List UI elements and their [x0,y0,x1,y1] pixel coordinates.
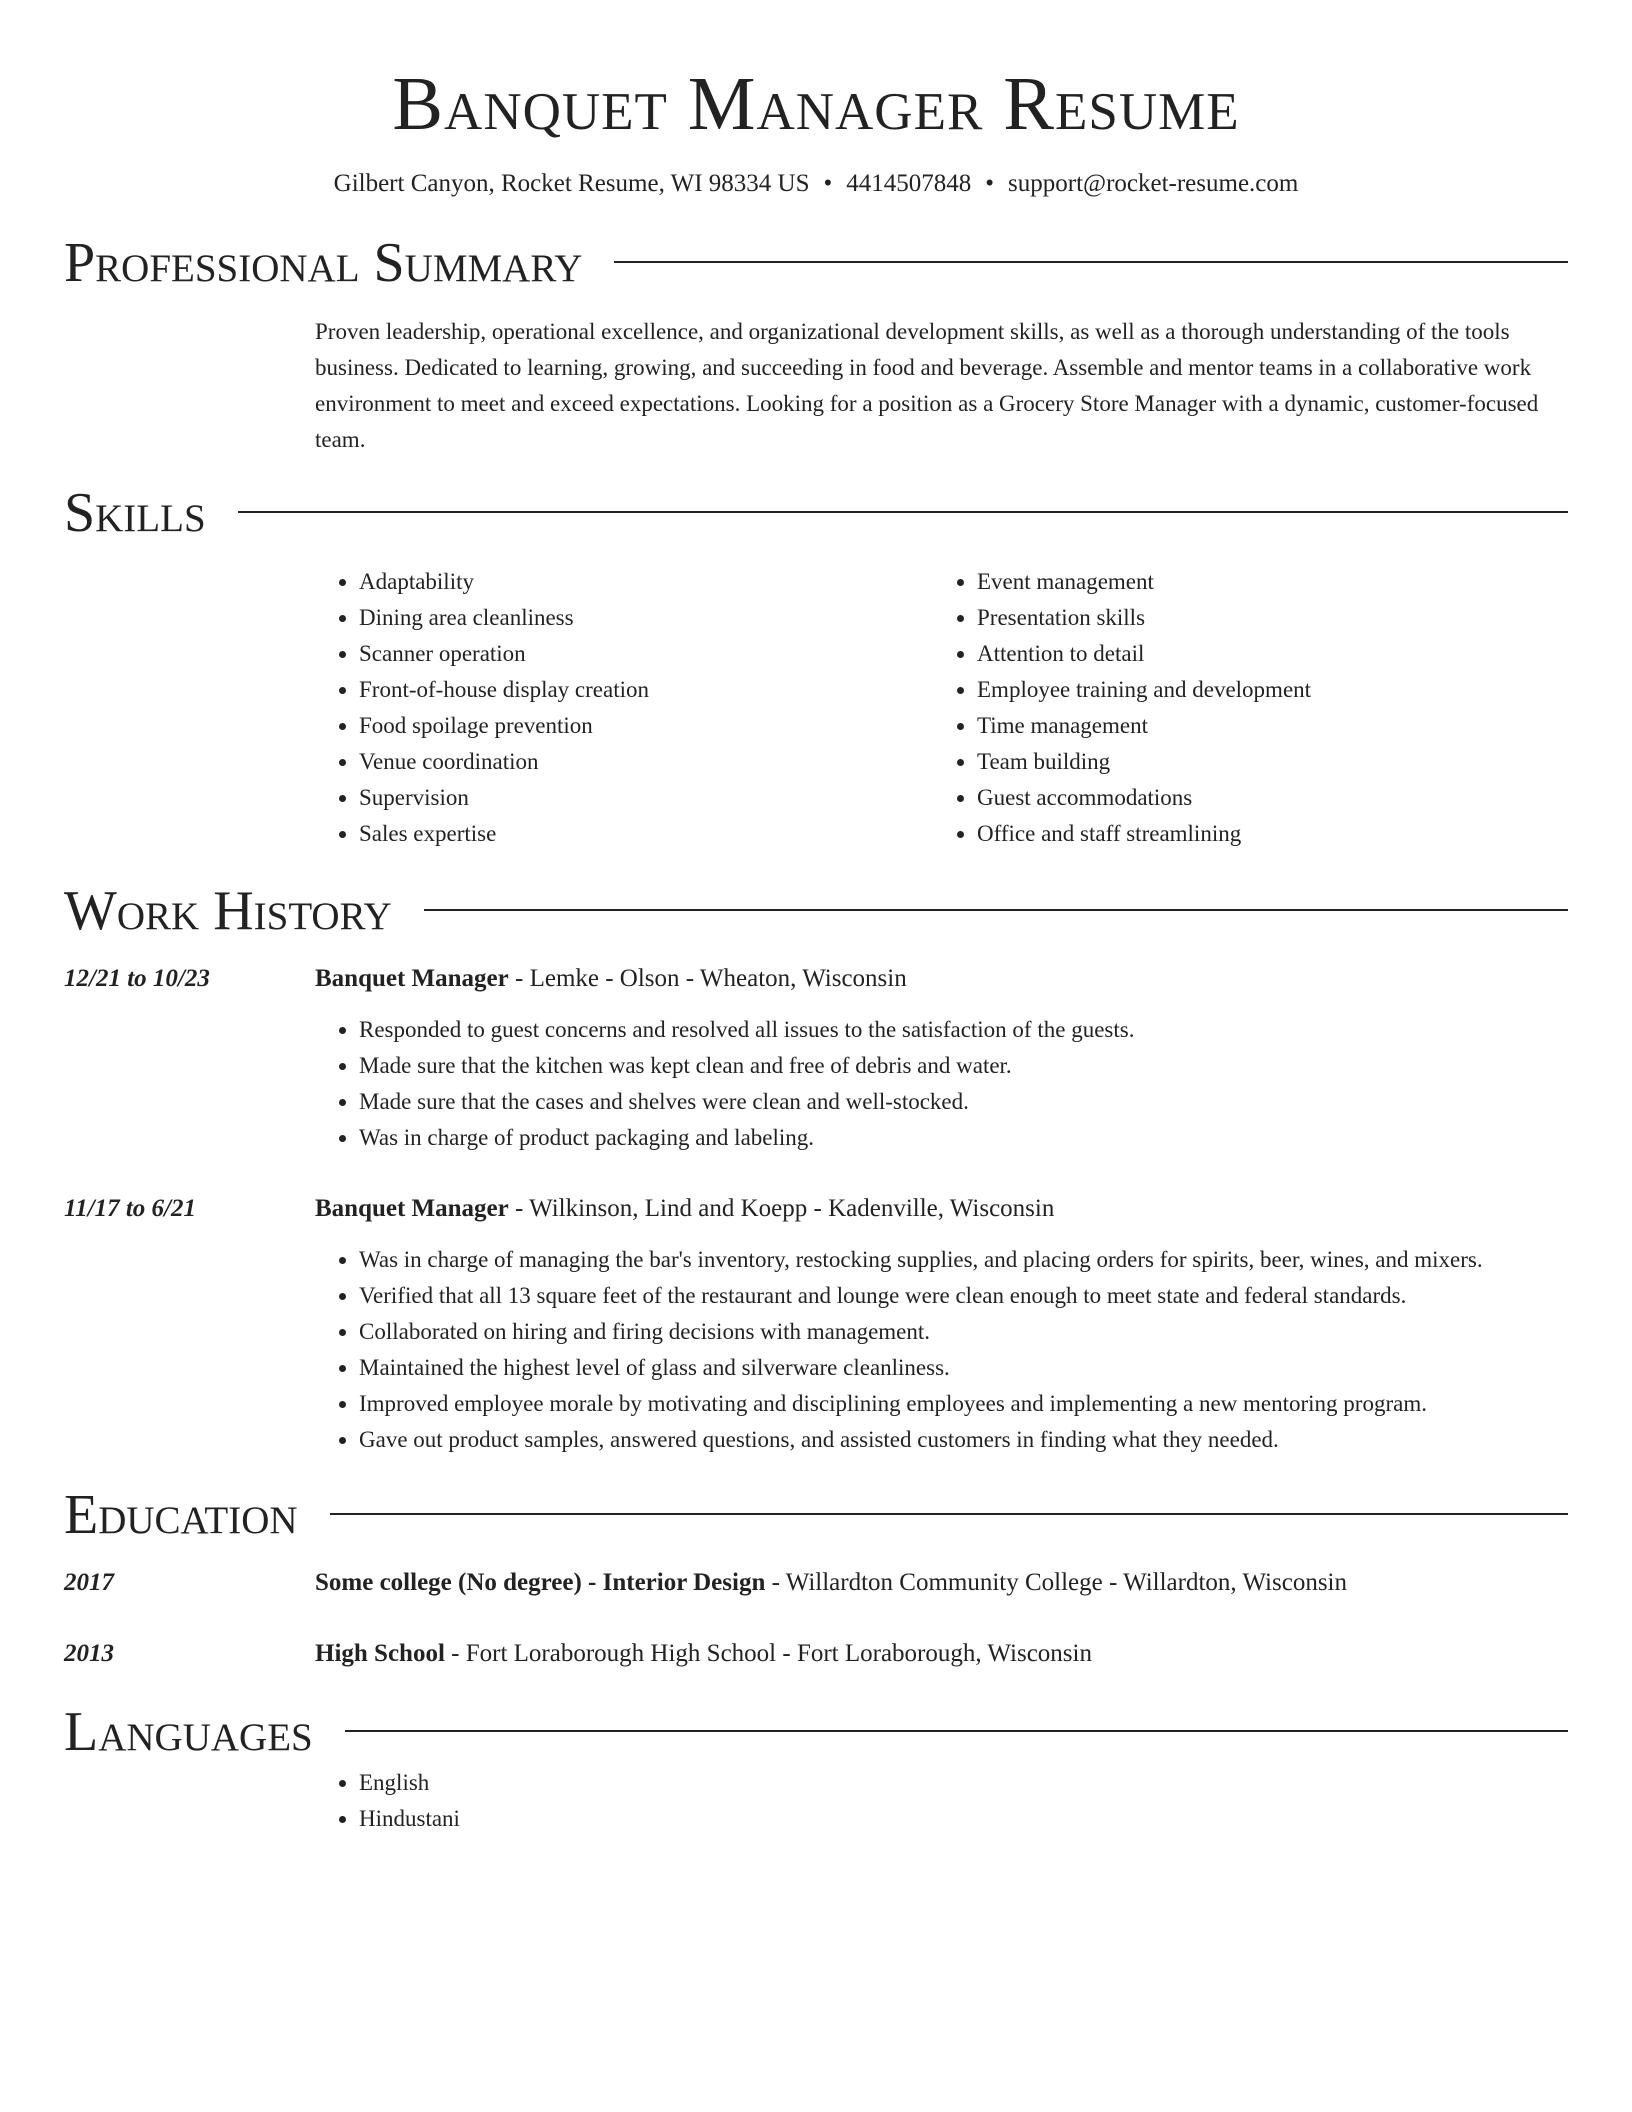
section-divider [330,1513,1568,1515]
skill-item: • Office and staff streamlining [977,816,1551,852]
work-section [64,878,1568,1458]
education-heading: Education [64,1484,298,1546]
education-header [64,1482,1568,1548]
contact-separator: • [823,170,833,197]
job-bullet: • Responded to guest concerns and resolved all issues to the satisfaction of the guests. [359,1012,1568,1048]
skills-column-left [315,564,933,852]
job-bullet: • Improved employee morale by motivating and disciplining employees and implementing a new mentoring program. [359,1386,1568,1422]
job-bullets [315,1012,1568,1156]
contact-line [64,168,1568,200]
job-details [315,960,1568,1156]
languages-list [315,1765,1568,1837]
skills-column-right [933,564,1551,852]
job-details [315,1190,1568,1458]
job-bullet: • Was in charge of managing the bar's inventory, restocking supplies, and placing orders for spirits, beer, wines, and mixers. [359,1242,1568,1278]
education-school: - Willardton Community College - Willardton, Wisconsin [765,1569,1347,1596]
job-role: Banquet Manager [315,1195,509,1222]
job-bullet: • Made sure that the kitchen was kept clean and free of debris and water. [359,1048,1568,1084]
summary-section [64,230,1568,458]
skill-item: • Team building [977,744,1551,780]
skill-item: • Attention to detail [977,636,1551,672]
contact-address: Gilbert Canyon, Rocket Resume, WI 98334 US [333,170,810,197]
job-dates: 11/17 to 6/21 [64,1195,196,1222]
summary-heading: Professional Summary [64,232,583,294]
skill-item: • Scanner operation [359,636,933,672]
section-divider [424,909,1568,911]
skill-item: • Dining area cleanliness [359,600,933,636]
summary-body [315,314,1568,458]
skill-item: • Time management [977,708,1551,744]
skill-item: • Adaptability [359,564,933,600]
skills-header [64,480,1568,546]
skills-list-left [315,564,933,852]
work-heading: Work History [64,880,392,942]
education-section [64,1482,1568,1673]
job-role: Banquet Manager [315,965,509,992]
job-entry [64,1190,1568,1458]
skill-item: • Venue coordination [359,744,933,780]
resume-title: Banquet Manager Resume [392,62,1240,146]
job-bullet: • Collaborated on hiring and firing decisions with management. [359,1314,1568,1350]
skills-grid [315,564,1568,852]
skills-heading: Skills [64,482,206,544]
skill-item: • Event management [977,564,1551,600]
languages-header [64,1699,1568,1765]
education-degree: Some college (No degree) - Interior Design [315,1569,766,1596]
skill-item: • Supervision [359,780,933,816]
skill-item: • Food spoilage prevention [359,708,933,744]
skills-body [315,564,1568,852]
language-item: • Hindustani [359,1801,1568,1837]
education-school: - Fort Loraborough High School - Fort Loraborough, Wisconsin [444,1640,1092,1667]
education-entry [64,1564,1568,1602]
work-header [64,878,1568,944]
job-title-line [315,1190,1568,1228]
job-bullet: • Made sure that the cases and shelves were clean and well-stocked. [359,1084,1568,1120]
section-divider [345,1730,1568,1732]
skill-item: • Sales expertise [359,816,933,852]
job-employer: - Wilkinson, Lind and Koepp - Kadenville, Wisconsin [508,1195,1055,1222]
skill-item: • Employee training and development [977,672,1551,708]
job-bullet: • Maintained the highest level of glass and silverware cleanliness. [359,1350,1568,1386]
language-item: • English [359,1765,1568,1801]
languages-heading: Languages [64,1701,313,1763]
job-bullet: • Gave out product samples, answered questions, and assisted customers in finding what they needed. [359,1422,1568,1458]
job-dates: 12/21 to 10/23 [64,965,210,992]
languages-body [315,1765,1568,1837]
summary-header [64,230,1568,296]
skills-section [64,480,1568,852]
education-year: 2013 [64,1640,114,1667]
job-bullet: • Was in charge of product packaging and labeling. [359,1120,1568,1156]
section-divider [614,261,1568,263]
languages-section [64,1699,1568,1837]
education-details [315,1635,1568,1673]
skill-item: • Guest accommodations [977,780,1551,816]
summary-text: Proven leadership, operational excellence, and organizational development skills, as well as a thorough understanding of the tools business. Dedicated to learning, growing, and succeeding in food and beverage. Assemble and mentor teams in a collaborative work environment to meet and exceed expectations. Looking for a position as a Grocery Store Manager with a dynamic, customer-focused team. [315,319,1539,452]
skills-list-right [933,564,1551,852]
education-year: 2017 [64,1569,114,1596]
job-title-line [315,960,1568,998]
job-bullet: • Verified that all 13 square feet of the restaurant and lounge were clean enough to meet state and federal standards. [359,1278,1568,1314]
job-bullets [315,1242,1568,1458]
education-degree: High School [315,1640,445,1667]
skill-item: • Front-of-house display creation [359,672,933,708]
job-entry [64,960,1568,1156]
contact-phone: 4414507848 [846,170,972,197]
contact-separator: • [985,170,995,197]
section-divider [238,511,1568,513]
education-details [315,1564,1568,1602]
skill-item: • Presentation skills [977,600,1551,636]
education-entry [64,1635,1568,1673]
job-employer: - Lemke - Olson - Wheaton, Wisconsin [508,965,907,992]
contact-email: support@rocket-resume.com [1008,170,1299,197]
